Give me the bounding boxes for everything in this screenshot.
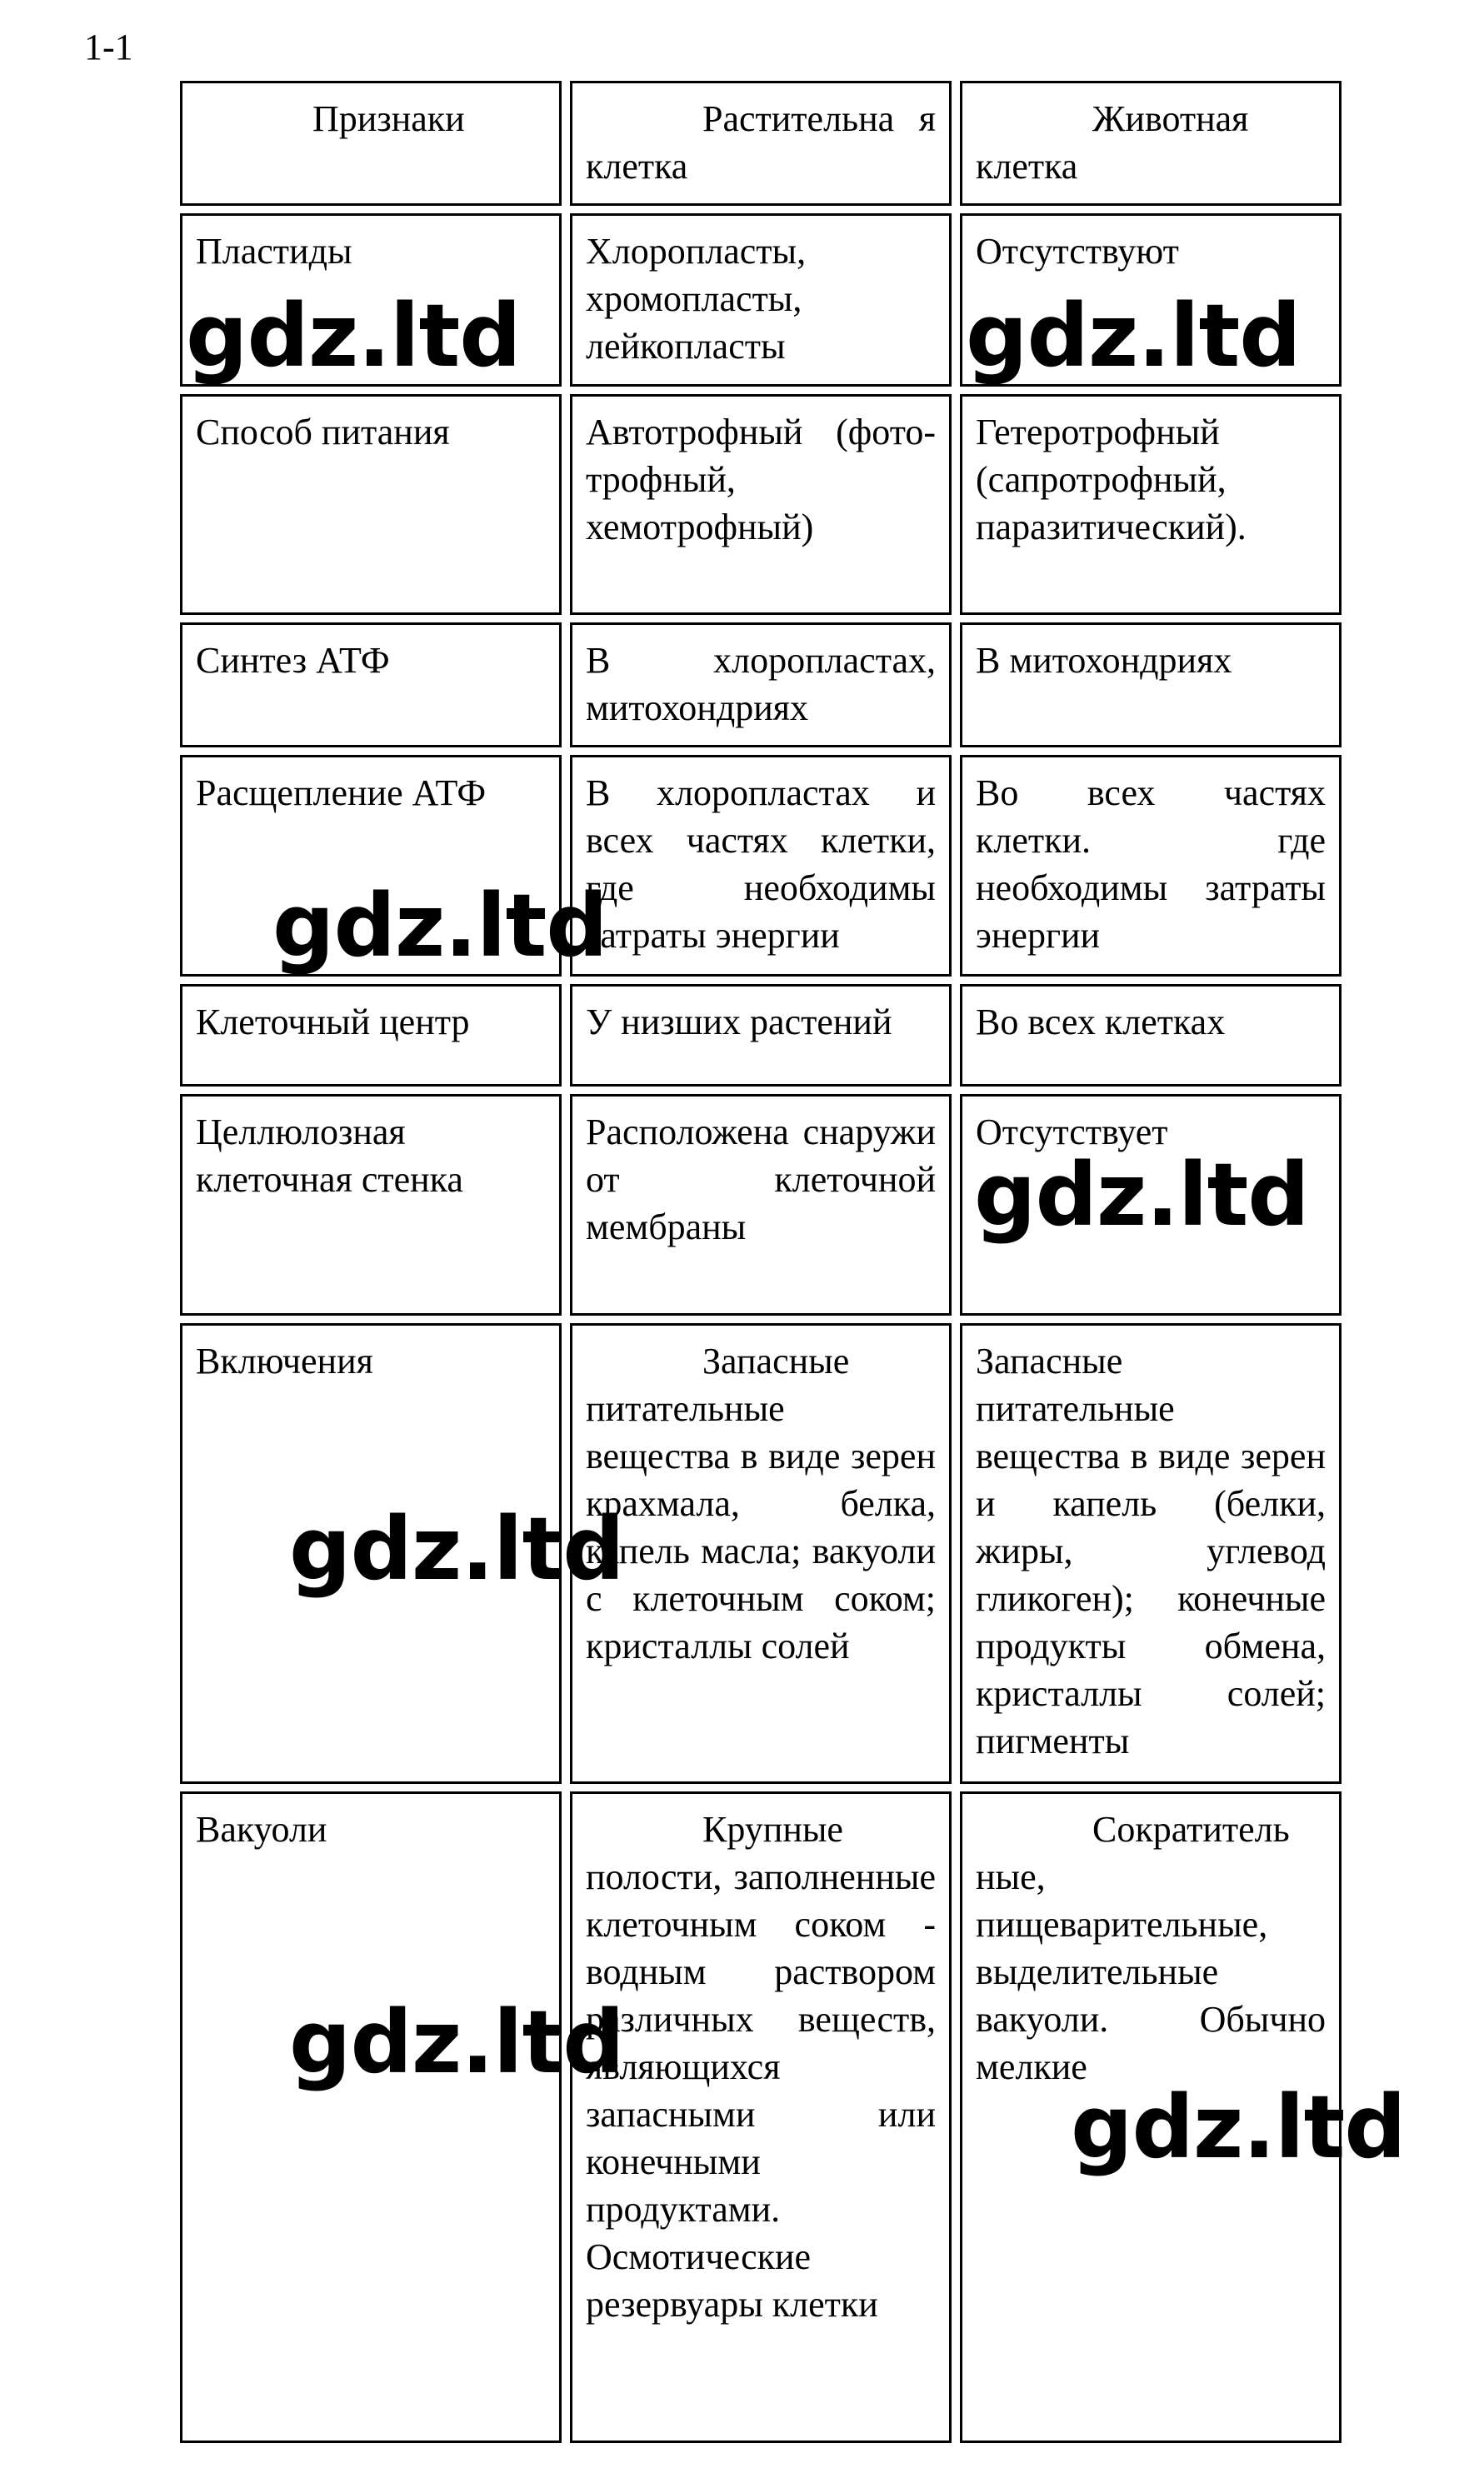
table-row <box>180 755 1342 977</box>
table-row <box>180 1323 1342 1784</box>
table-row <box>180 1791 1342 2443</box>
feature-cell: Клеточный центр <box>180 984 562 1087</box>
feature-text: Расщепление АТФ <box>196 772 487 813</box>
animal-cell <box>960 1791 1406 2443</box>
watermark-logo: gdz.ltd <box>186 285 521 387</box>
comparison-table <box>172 73 1406 2451</box>
table-row <box>180 394 1342 615</box>
watermark-logo: gdz.ltd <box>974 1144 1309 1246</box>
watermark-logo: gdz.ltd <box>272 875 607 977</box>
table-row <box>180 622 1342 747</box>
feature-cell: Синтез АТФ <box>180 622 562 747</box>
feature-cell <box>180 213 562 387</box>
header-cell-features: Признаки <box>180 81 562 206</box>
feature-text: Включения <box>196 1341 373 1381</box>
table-header-row <box>180 81 1342 206</box>
feature-cell <box>180 755 607 977</box>
watermark-logo: gdz.ltd <box>289 1991 624 2093</box>
header-cell-animal-cell: Животная клетка <box>960 81 1342 206</box>
feature-cell <box>180 1323 624 1784</box>
plant-cell: У низших растений <box>570 984 952 1087</box>
header-cell-plant-cell: Растительна я клетка <box>570 81 952 206</box>
animal-cell: Гетеротрофный (сапротрофный, паразитический). <box>960 394 1342 615</box>
animal-text: Отсутствует <box>976 1112 1168 1152</box>
plant-cell: Запасные питательные вещества в виде зерен крахмала, белка, капель масла; вакуоли с клеточным соком; кристаллы солей <box>570 1323 952 1784</box>
animal-cell <box>960 1094 1342 1316</box>
animal-cell: Запасные питательные вещества в виде зерен и капель (белки, жиры, углевод гликоген); конечные продукты обмена, кристаллы солей; пигменты <box>960 1323 1342 1784</box>
table-row <box>180 213 1342 387</box>
plant-cell: В хлоропластах и всех частях клетки, где необходимы затраты энергии <box>570 755 952 977</box>
animal-cell <box>960 213 1342 387</box>
feature-cell: Целлюлозная клеточная стенка <box>180 1094 562 1316</box>
animal-cell: Во всех частях клетки. где необходимы затраты энергии <box>960 755 1342 977</box>
animal-cell: Во всех клетках <box>960 984 1342 1087</box>
watermark-logo: gdz.ltd <box>1071 2076 1406 2178</box>
animal-cell: В митохондриях <box>960 622 1342 747</box>
feature-text: Вакуоли <box>196 1809 327 1850</box>
animal-text: Отсутствуют <box>976 231 1179 272</box>
plant-cell: Расположена снаружи от клеточной мембраны <box>570 1094 952 1316</box>
feature-cell <box>180 1791 624 2443</box>
table-row <box>180 984 1342 1087</box>
page-label: 1-1 <box>84 27 133 67</box>
watermark-logo: gdz.ltd <box>966 285 1301 387</box>
feature-text: Пластиды <box>196 231 352 272</box>
plant-cell: В хлоропластах, митохондриях <box>570 622 952 747</box>
plant-cell: Автотрофный (фото-трофный, хемотрофный) <box>570 394 952 615</box>
watermark-logo: gdz.ltd <box>289 1498 624 1600</box>
plant-cell: Крупные полости, заполненные клеточным соком - водным раствором различных веществ, являющихся запасными или конечными продуктами. Осмотические резервуары клетки <box>570 1791 952 2443</box>
animal-text: Сократитель ные, пищеварительные, выделительные вакуоли. Обычно мелкие <box>976 1809 1326 2087</box>
plant-cell: Хлоропласты, хромопласты, лейкопласты <box>570 213 952 387</box>
table-row <box>180 1094 1342 1316</box>
feature-cell: Способ питания <box>180 394 562 615</box>
